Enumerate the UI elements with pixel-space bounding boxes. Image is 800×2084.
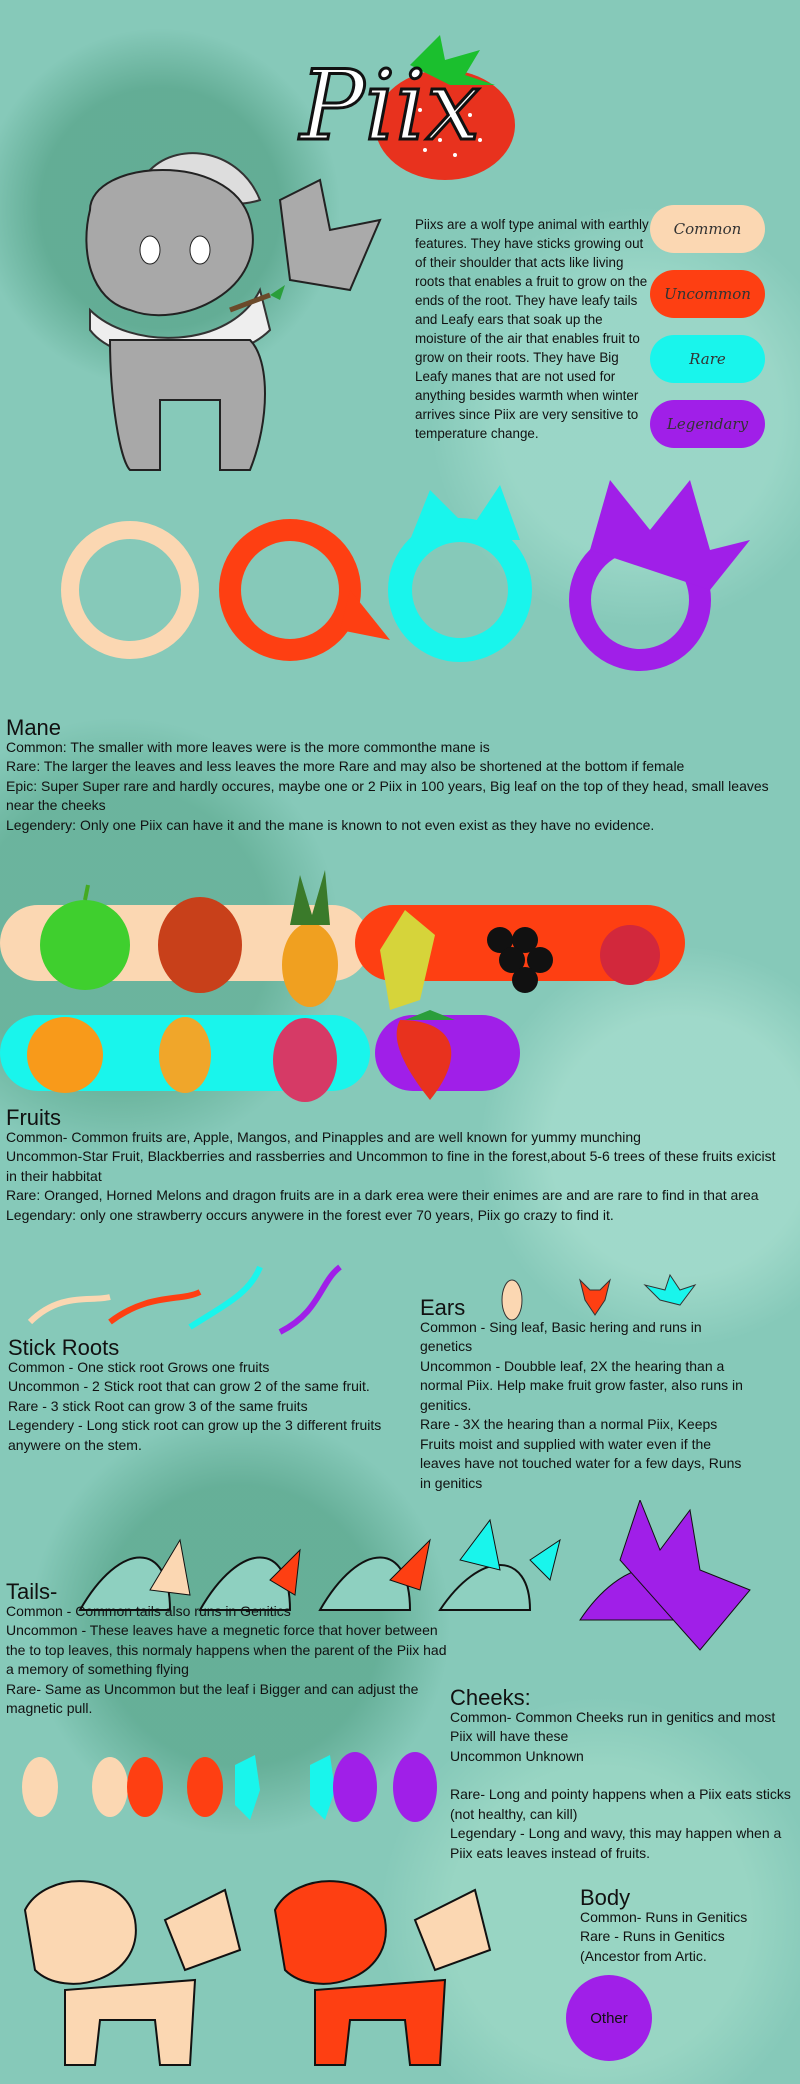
- fruits-heading: Fruits: [6, 1105, 61, 1130]
- horned-melon-icon: [159, 1017, 211, 1093]
- starfruit-icon: [380, 910, 435, 1010]
- dragonfruit-icon: [273, 1018, 337, 1102]
- stick-roots-line: Legendery - Long stick root can grow up the 3 different fruits anywere on the stem.: [8, 1417, 382, 1453]
- mane-rare: [400, 485, 520, 650]
- rarity-uncommon-pill: Uncommon: [650, 270, 765, 318]
- body-rare: [275, 1881, 490, 2065]
- stick-roots-line: Uncommon - 2 Stick root that can grow 2 of the same fruit.: [8, 1378, 370, 1394]
- tails-line: Rare- Same as Uncommon but the leaf i Bigger and can adjust the magnetic pull.: [6, 1680, 419, 1716]
- body-heading: Body: [580, 1885, 631, 1910]
- cheeks-line: Common- Common Cheeks run in genitics and most Piix will have these: [450, 1708, 776, 1744]
- stick-root-illustrations: [20, 1262, 360, 1342]
- mane-illustrations: [50, 480, 770, 695]
- stick-roots-section: [8, 1335, 403, 1455]
- ears-section: [420, 1295, 755, 1493]
- stick-roots-line: Rare - 3 stick Root can grow 3 of the same fruits: [8, 1397, 308, 1414]
- body-line: Rare - Runs in Genitics: [580, 1928, 725, 1944]
- raspberry-icon: [600, 925, 660, 985]
- cheeks-section: [450, 1685, 795, 1863]
- mane-line: Common: The smaller with more leaves were is the more commonthe mane is: [6, 738, 490, 755]
- rarity-common-pill: Common: [650, 205, 765, 253]
- body-line: Common- Runs in Genitics: [580, 1908, 748, 1925]
- stick-roots-heading: Stick Roots: [8, 1335, 120, 1360]
- intro-text: Piixs are a wolf type animal with earthly features. They have sticks growing out of their shoulder that acts like living roots that enables a fruit to grow on the ends of the root. They have leafy tails and Leafy ears that soak up the moisture of the air that enables fruit to grow on their roots. They have Big Leafy manes that are not used for anything besides warmth when winter arrives since Piix are very sensitive to temperature change.: [415, 217, 649, 441]
- blackberry-icon: [487, 927, 553, 993]
- fruits-line: Rare: Oranged, Horned Melons and dragon fruits are in a dark erea were their enimes are and are rare to find in that area: [6, 1187, 759, 1203]
- stick-roots-line: Common - One stick root Grows one fruits: [8, 1358, 270, 1375]
- cheeks-heading: Cheeks:: [450, 1685, 531, 1710]
- fruits-line: Legendary: only one strawberry occurs anywere in the forest ever 70 years, Piix go crazy to find it.: [6, 1206, 614, 1223]
- mane-line: Rare: The larger the leaves and less leaves the more Rare and may also be shortened at the bottom if female: [6, 758, 685, 774]
- mane-line: Epic: Super Super rare and hardly occures, maybe one or 2 Piix in 100 years, Big leaf on the top of they head, small leaves near the cheeks: [6, 777, 769, 813]
- fruits-section: [6, 1105, 786, 1225]
- cheeks-line: Uncommon Unknown: [450, 1747, 584, 1764]
- mane-heading: Mane: [6, 715, 62, 740]
- main-creature-illustration: [30, 140, 410, 490]
- mane-line: Legendery: Only one Piix can have it and the mane is known to not even exist as they have no evidence.: [6, 816, 655, 833]
- ears-heading: Ears: [420, 1295, 466, 1320]
- mane-common: [70, 530, 190, 650]
- tails-heading: Tails-: [6, 1579, 58, 1604]
- other-badge: Other: [566, 1975, 652, 2061]
- cheeks-line: Legendary - Long and wavy, this may happen when a Piix eats leaves instead of fruits.: [450, 1825, 782, 1861]
- ears-line: Rare - 3X the hearing than a normal Piix, Keeps Fruits moist and supplied with water even if the leaves have not touched water for a few days, Runs in genitics: [420, 1416, 742, 1491]
- mane-legendary: [580, 480, 750, 660]
- rarity-rare-pill: Rare: [650, 335, 765, 383]
- cheeks-line: [450, 1766, 795, 1785]
- orange-icon: [27, 1017, 103, 1093]
- rarity-legendary-pill: Legendary: [650, 400, 765, 448]
- cheeks-line: Rare- Long and pointy happens when a Piix eats sticks (not healthy, can kill): [450, 1786, 791, 1822]
- mango-icon: [158, 897, 242, 993]
- tails-line: Common - Common tails also runs in Genitics: [6, 1602, 291, 1619]
- body-illustrations: [5, 1860, 565, 2080]
- ears-line: Uncommon - Doubble leaf, 2X the hearing than a normal Piix. Help make fruit grow faster, also runs in genitics.: [420, 1357, 743, 1413]
- ears-line: Common - Sing leaf, Basic hering and runs in genetics: [420, 1318, 702, 1354]
- body-common: [25, 1881, 240, 2065]
- page-title: Piix: [300, 50, 481, 162]
- apple-icon: [40, 885, 130, 990]
- strawberry-icon: [397, 1010, 455, 1100]
- pineapple-icon: [282, 870, 338, 1007]
- fruit-illustrations: [0, 860, 800, 1110]
- tails-line: Uncommon - These leaves have a megnetic force that hover between the to top leaves, this normaly happens when the parent of the Piix had a memory of something flying: [6, 1622, 447, 1677]
- fruits-line: Common- Common fruits are, Apple, Mangos, and Pinapples and are well known for yummy munching: [6, 1128, 641, 1145]
- body-line: (Ancestor from Artic.: [580, 1947, 707, 1964]
- tails-section: [6, 1579, 451, 1719]
- cheek-illustrations: [10, 1745, 440, 1830]
- body-section: [580, 1885, 780, 1966]
- fruits-line: Uncommon-Star Fruit, Blackberries and rassberries and Uncommon to fine in the forest,about 5-6 trees of these fruits exicist in their habbitat: [6, 1148, 776, 1184]
- mane-uncommon: [230, 530, 390, 650]
- mane-section: [6, 715, 786, 835]
